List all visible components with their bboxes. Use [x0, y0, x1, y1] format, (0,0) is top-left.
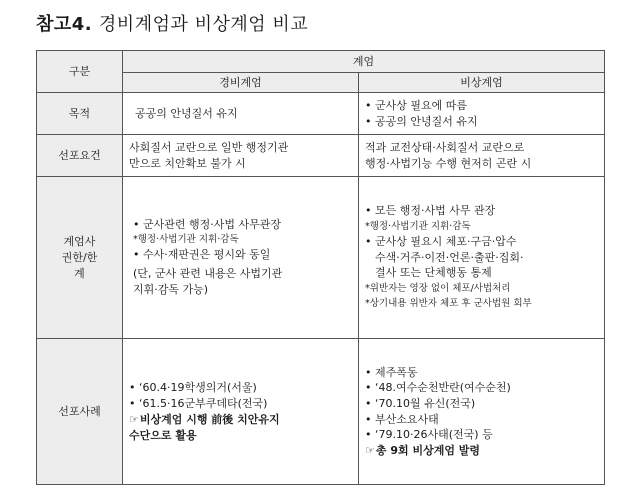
authority-col1-note-1: * 행정·사법기관 지휘·감독: [133, 234, 239, 245]
header-col2: 비상계엄: [359, 73, 605, 93]
authority-col2-note-2: * 위반자는 영장 없이 체포/사법처리: [365, 283, 511, 294]
purpose-col1-line: 공공의 안녕질서 유지: [135, 106, 238, 120]
row-cases-label: 선포사례: [37, 339, 123, 485]
row-purpose-col1: [123, 93, 359, 135]
authority-col2-note-3: * 상기내용 위반자 체포 후 군사법원 회부: [365, 298, 532, 309]
title-prefix: 참고4.: [36, 14, 93, 35]
row-purpose: [37, 93, 605, 135]
purpose-col2-line-2: • 공공의 안녕질서 유지: [365, 114, 598, 130]
authority-col2-item-2-line-1: • 군사상 필요시 체포·구금·압수: [365, 234, 598, 250]
row-requirement-col1: [123, 135, 359, 177]
requirement-col2-line-2: 행정·사법기능 수행 현저히 곤란 시: [365, 156, 532, 170]
row-authority-label: [37, 177, 123, 339]
authority-col1-item-1: • 군사관련 행정·사법 사무관장: [129, 217, 352, 233]
authority-col2-item-2-line-2: 수색·거주·이전·언론·출판·집회·: [375, 250, 524, 264]
cases-col2-item-5: • ‘79.10·26사태(전국) 등: [365, 427, 598, 443]
authority-col2-note-1: * 행정·사법기관 지휘·감독: [365, 221, 471, 232]
cases-col2-conclusion: ☞ 총 9회 비상계엄 발령: [365, 443, 598, 459]
row-authority: [37, 177, 605, 339]
authority-label-line-1: 계엄사: [63, 234, 96, 248]
row-requirement: [37, 135, 605, 177]
cases-col1-item-1: • ‘60.4·19학생의거(서울): [129, 380, 352, 396]
cases-col2-item-1: • 제주폭동: [365, 365, 598, 381]
row-cases-col1: [123, 339, 359, 485]
authority-label-line-2: 권한/한: [61, 250, 98, 264]
page-title: [36, 10, 308, 36]
header-category: 구분: [37, 51, 123, 93]
cases-col1-conclusion-2: 수단으로 활용: [129, 428, 197, 442]
authority-col1-paren-2: 지휘·감독 가능): [133, 283, 209, 296]
header-row-top: [37, 51, 605, 73]
row-authority-col1: [123, 177, 359, 339]
authority-col1-item-2: • 수사·재판권은 평시와 동일: [129, 247, 352, 263]
cases-col2-item-2: • ‘48.여수순천반란(여수순천): [365, 380, 598, 396]
requirement-col1-line-1: 사회질서 교란으로 일반 행정기관: [129, 140, 289, 154]
row-requirement-label: 선포요건: [37, 135, 123, 177]
authority-col2-item-1: • 모든 행정·사법 사무 관장: [365, 203, 598, 219]
row-cases-col2: [359, 339, 605, 485]
purpose-col2-line-1: • 군사상 필요에 따름: [365, 98, 598, 114]
requirement-col2-line-1: 적과 교전상태·사회질서 교란으로: [365, 140, 525, 154]
authority-col2-item-2-line-3: 결사 또는 단체행동 통제: [375, 266, 492, 280]
comparison-table: [36, 50, 605, 485]
header-col1: 경비계엄: [123, 73, 359, 93]
row-cases: [37, 339, 605, 485]
authority-col1-paren-1: (단, 군사 관련 내용은 사법기관: [133, 267, 283, 280]
row-purpose-label: 목적: [37, 93, 123, 135]
row-requirement-col2: [359, 135, 605, 177]
requirement-col1-line-2: 만으로 치안확보 불가 시: [129, 156, 246, 170]
cases-col2-item-4: • 부산소요사태: [365, 412, 598, 428]
cases-col1-conclusion-1: ☞ 비상계엄 시행 前後 치안유지: [129, 412, 352, 428]
cases-col1-item-2: • ‘61.5·16군부쿠데타(전국): [129, 396, 352, 412]
cases-col2-item-3: • ‘70.10월 유신(전국): [365, 396, 598, 412]
row-purpose-col2: [359, 93, 605, 135]
title-text: 경비계엄과 비상계엄 비교: [98, 14, 309, 35]
authority-label-line-3: 계: [74, 266, 85, 280]
row-authority-col2: [359, 177, 605, 339]
header-row-bottom: [37, 73, 605, 93]
header-group: 계엄: [123, 51, 605, 73]
